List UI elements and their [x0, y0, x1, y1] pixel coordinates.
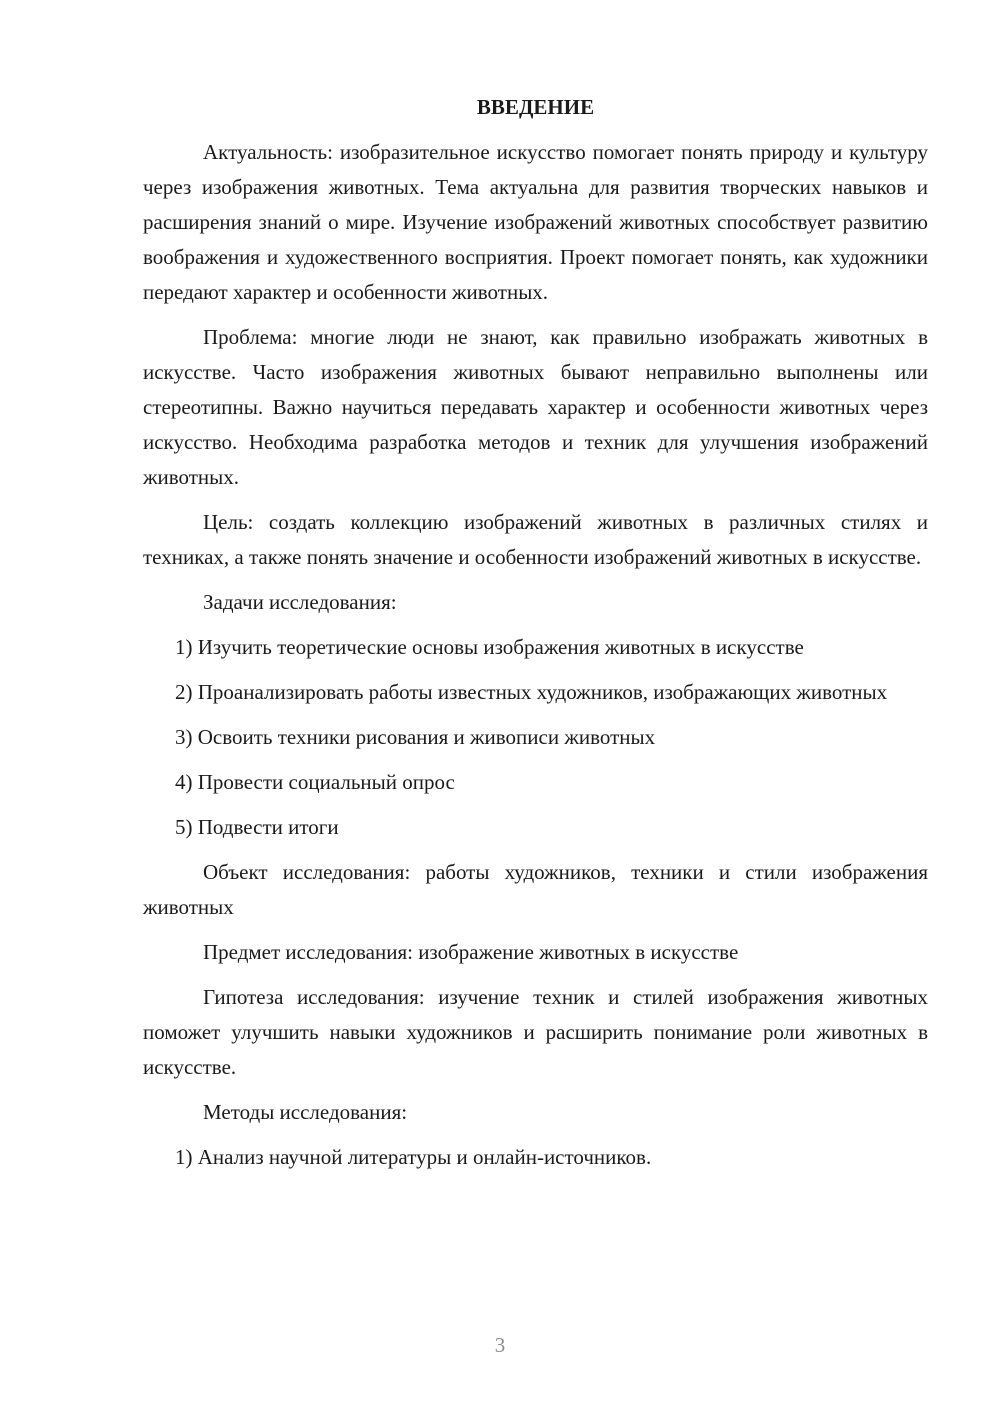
- task-item: 1) Изучить теоретические основы изображения животных в искусстве: [175, 635, 804, 659]
- method-item: 1) Анализ научной литературы и онлайн-источников.: [175, 1145, 652, 1169]
- task-item: 5) Подвести итоги: [175, 815, 339, 839]
- relevance-paragraph: Актуальность: изобразительное искусство помогает понять природу и культуру через изображения животных. Тема актуальна для развития творческих навыков и расширения знаний о мире. Изучение изображений животных способствует развитию воображения и художественного восприятия. Проект помогает понять, как художники передают характер и особенности животных.: [143, 140, 928, 304]
- task-item: 3) Освоить техники рисования и живописи животных: [175, 725, 656, 749]
- hypothesis-paragraph: Гипотеза исследования: изучение техник и стилей изображения животных поможет улучшить навыки художников и расширить понимание роли животных в искусстве.: [143, 985, 928, 1079]
- methods-heading: Методы исследования:: [203, 1100, 408, 1124]
- page-number: 3: [494, 1333, 506, 1357]
- task-item: 2) Проанализировать работы известных художников, изображающих животных: [175, 680, 888, 704]
- object-paragraph: Объект исследования: работы художников, техники и стили изображения животных: [143, 860, 928, 919]
- problem-paragraph: Проблема: многие люди не знают, как правильно изображать животных в искусстве. Часто изображения животных бывают неправильно выполнены или стереотипны. Важно научиться передавать характер и особенности животных через искусство. Необходима разработка методов и техник для улучшения изображений животных.: [143, 325, 928, 489]
- tasks-heading: Задачи исследования:: [203, 590, 397, 614]
- task-item: 4) Провести социальный опрос: [175, 770, 455, 794]
- subject-paragraph: Предмет исследования: изображение животных в искусстве: [203, 940, 739, 964]
- section-title: ВВЕДЕНИЕ: [476, 95, 595, 119]
- goal-paragraph: Цель: создать коллекцию изображений животных в различных стилях и техниках, а также понять значение и особенности изображений животных в искусстве.: [143, 510, 928, 569]
- document-page: [143, 90, 928, 1185]
